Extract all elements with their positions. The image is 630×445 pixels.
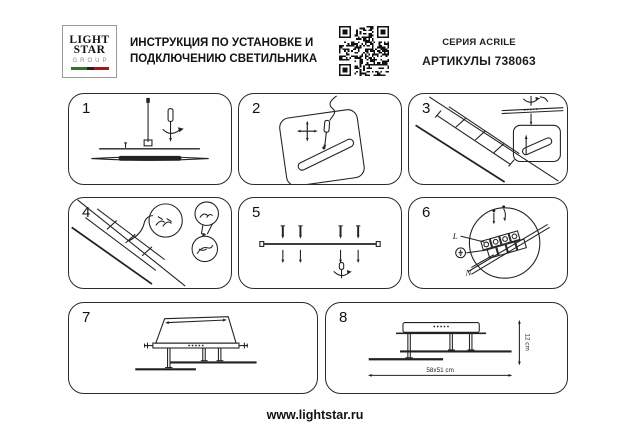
step-number: 8 (339, 309, 348, 326)
step-4-panel (68, 197, 232, 289)
live-wire-label: L (452, 231, 458, 242)
logo-flag-bar (71, 67, 109, 71)
step-number: 3 (422, 100, 431, 117)
adjust-arrows-icon (297, 121, 318, 142)
width-dimension-label: 58x51 cm (426, 366, 454, 374)
product-info (396, 37, 562, 68)
qr-code (339, 26, 389, 78)
title-line-1: ИНСТРУКЦИЯ ПО УСТАНОВКЕ И (130, 37, 314, 49)
width-dimension-arrow (368, 374, 512, 377)
ground-icon (456, 248, 466, 258)
lightstar-logo (62, 25, 117, 78)
step-8-diagram (326, 303, 567, 393)
step-number: 1 (82, 100, 91, 117)
step-number: 5 (252, 204, 261, 221)
logo-text-light: LIGHT (69, 33, 110, 46)
step-2-panel (238, 93, 402, 185)
step-6-panel (408, 197, 568, 289)
step-number: 6 (422, 204, 431, 221)
step-number: 2 (252, 100, 261, 117)
height-dimension-arrow (518, 320, 521, 366)
title-line-2: ПОДКЛЮЧЕНИЮ СВЕТИЛЬНИКА (130, 53, 318, 65)
screwdriver-icon (334, 263, 352, 279)
screwdriver-icon (163, 109, 184, 142)
step-5-diagram (239, 198, 401, 288)
articles-label: АРТИКУЛЫ 738063 (422, 54, 536, 68)
website-url: www.lightstar.ru (266, 408, 364, 422)
screwdriver-icon (324, 120, 330, 148)
step-3-panel (408, 93, 568, 185)
step-2-diagram (239, 94, 401, 184)
step-1-panel (68, 93, 232, 185)
step-number: 7 (82, 309, 91, 326)
step-8-panel (325, 302, 568, 394)
logo-text-group: GROUP (72, 57, 110, 64)
series-label: СЕРИЯ ACRILE (442, 37, 516, 48)
step-7-diagram (69, 303, 317, 393)
neutral-wire-label: N (465, 267, 472, 278)
step-6-diagram (409, 198, 567, 288)
step-7-panel (68, 302, 318, 394)
step-1-diagram (69, 94, 231, 184)
step-4-diagram (69, 198, 231, 288)
step-3-diagram (409, 94, 567, 184)
step-5-panel (238, 197, 402, 289)
screwdriver-icon (523, 96, 547, 106)
height-dimension-label: 12 cm (523, 333, 531, 351)
document-title (130, 35, 345, 67)
step-number: 4 (82, 204, 91, 221)
logo-text-star: STAR (73, 44, 106, 57)
